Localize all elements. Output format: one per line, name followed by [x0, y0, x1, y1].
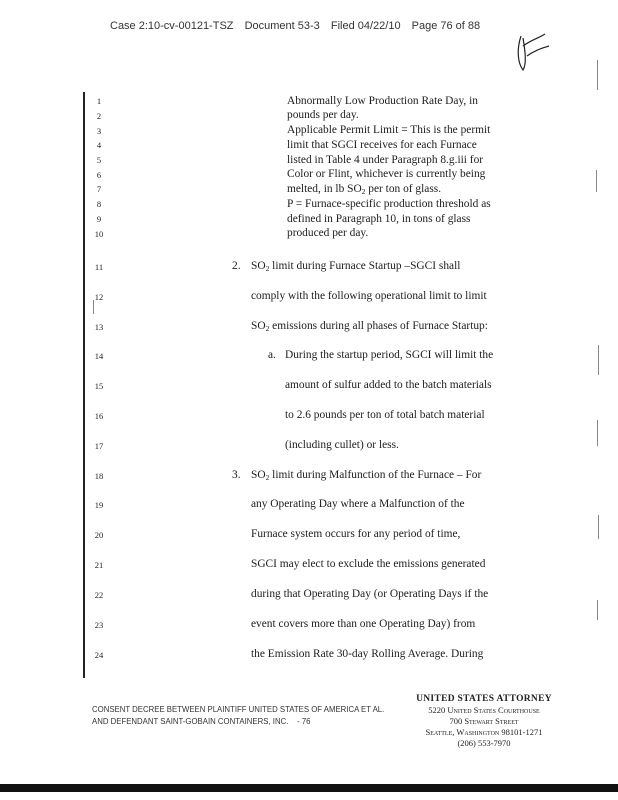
- text-line: defined in Paragraph 10, in tons of glass: [287, 213, 471, 225]
- line-number: 3: [96, 126, 102, 136]
- scan-artifact: [93, 300, 94, 314]
- scan-artifact: [597, 420, 598, 446]
- text-line: event covers more than one Operating Day) from: [251, 618, 476, 630]
- footer-page-number: - 76: [297, 717, 311, 726]
- line-number: 14: [94, 351, 104, 361]
- text-line: (including cullet) or less.: [285, 439, 399, 451]
- text-line: produced per day.: [287, 227, 369, 239]
- text-line: P = Furnace-specific production threshold as: [287, 198, 491, 210]
- text-line: During the startup period, SGCI will limit the: [285, 349, 494, 361]
- scan-artifact: [597, 60, 598, 90]
- subscript: 2: [361, 187, 366, 196]
- line-number: 21: [94, 560, 104, 570]
- subscript: 2: [265, 264, 270, 273]
- text-line: $SO_2$ limit during Malfunction of the Furnace – For: [251, 469, 482, 482]
- phone-number: (206) 553-7970: [457, 738, 511, 748]
- line-number: 9: [96, 214, 102, 224]
- scan-artifact: [598, 345, 599, 375]
- line-number: 12: [94, 292, 104, 302]
- office-name: UNITED STATES ATTORNEY: [416, 694, 552, 704]
- pleading-margin-line: [83, 92, 85, 678]
- text-line: Color or Flint, whichever is currently being: [287, 168, 486, 180]
- filed-date: Filed 04/22/10: [330, 20, 401, 32]
- footer-caption-line: AND DEFENDANT SAINT-GOBAIN CONTAINERS, INC. - 76: [92, 717, 311, 726]
- text-line: Abnormally Low Production Rate Day, in: [287, 95, 478, 107]
- address-line: 5220 United States Courthouse: [428, 705, 540, 715]
- case-header: [110, 20, 530, 32]
- page-count: Page 76 of 88: [411, 20, 481, 32]
- text-line: pounds per day.: [287, 109, 359, 121]
- item-letter: a.: [268, 349, 276, 361]
- scan-edge-bar: [0, 784, 618, 792]
- text-line: to 2.6 pounds per ton of total batch material: [285, 409, 485, 421]
- text-line: any Operating Day where a Malfunction of the: [251, 498, 465, 510]
- line-number: 16: [94, 411, 104, 421]
- subscript: 2: [265, 473, 270, 482]
- text-line: comply with the following operational limit to limit: [251, 290, 487, 302]
- text-line: limit that SGCI receives for each Furnace: [287, 139, 477, 151]
- footer-caption-line: CONSENT DECREE BETWEEN PLAINTIFF UNITED STATES OF AMERICA ET AL.: [92, 705, 385, 714]
- case-number: Case 2:10-cv-00121-TSZ: [110, 20, 234, 32]
- line-number: 1: [96, 96, 102, 106]
- line-number: 13: [94, 322, 104, 332]
- text-line: the Emission Rate 30-day Rolling Average. During: [251, 648, 484, 660]
- scan-artifact: [596, 170, 597, 192]
- text-line: melted, in lb $SO_2$ per ton of glass.: [287, 183, 442, 196]
- scan-artifact: [597, 600, 598, 620]
- document-number: Document 53-3: [244, 20, 320, 32]
- line-number: 19: [94, 500, 104, 510]
- line-number: 2: [96, 111, 102, 121]
- line-number: 5: [96, 155, 102, 165]
- line-number: 20: [94, 530, 104, 540]
- text-line: $SO_2$ emissions during all phases of Furnace Startup:: [251, 320, 488, 333]
- line-number: 23: [94, 620, 104, 630]
- address-line: Seattle, Washington 98101-1271: [425, 727, 543, 737]
- text-line: Furnace system occurs for any period of time,: [251, 528, 461, 540]
- footer-caption: [92, 704, 412, 728]
- line-number: 6: [96, 170, 102, 180]
- line-number: 18: [94, 471, 104, 481]
- line-number: 15: [94, 381, 104, 391]
- line-number: 8: [96, 199, 102, 209]
- line-number: 7: [96, 184, 102, 194]
- item-number: 3.: [232, 469, 241, 481]
- line-number: 11: [94, 262, 104, 272]
- line-number: 4: [96, 140, 102, 150]
- text-line: amount of sulfur added to the batch materials: [285, 379, 492, 391]
- handwritten-initials: [513, 26, 553, 74]
- attorney-address-block: [404, 694, 564, 749]
- text-line: SGCI may elect to exclude the emissions generated: [251, 558, 486, 570]
- address-line: 700 Stewart Street: [449, 716, 519, 726]
- text-line: Applicable Permit Limit = This is the permit: [287, 124, 491, 136]
- scan-artifact: [598, 515, 599, 539]
- line-number: 17: [94, 441, 104, 451]
- subscript: 2: [265, 324, 270, 333]
- line-number: 24: [94, 650, 104, 660]
- item-number: 2.: [232, 260, 241, 272]
- text-line: $SO_2$ limit during Furnace Startup –SGCI shall: [251, 260, 461, 273]
- text-line: listed in Table 4 under Paragraph 8.g.iii for: [287, 154, 484, 166]
- line-number: 22: [94, 590, 104, 600]
- line-number: 10: [94, 229, 104, 239]
- text-line: during that Operating Day (or Operating Days if the: [251, 588, 489, 600]
